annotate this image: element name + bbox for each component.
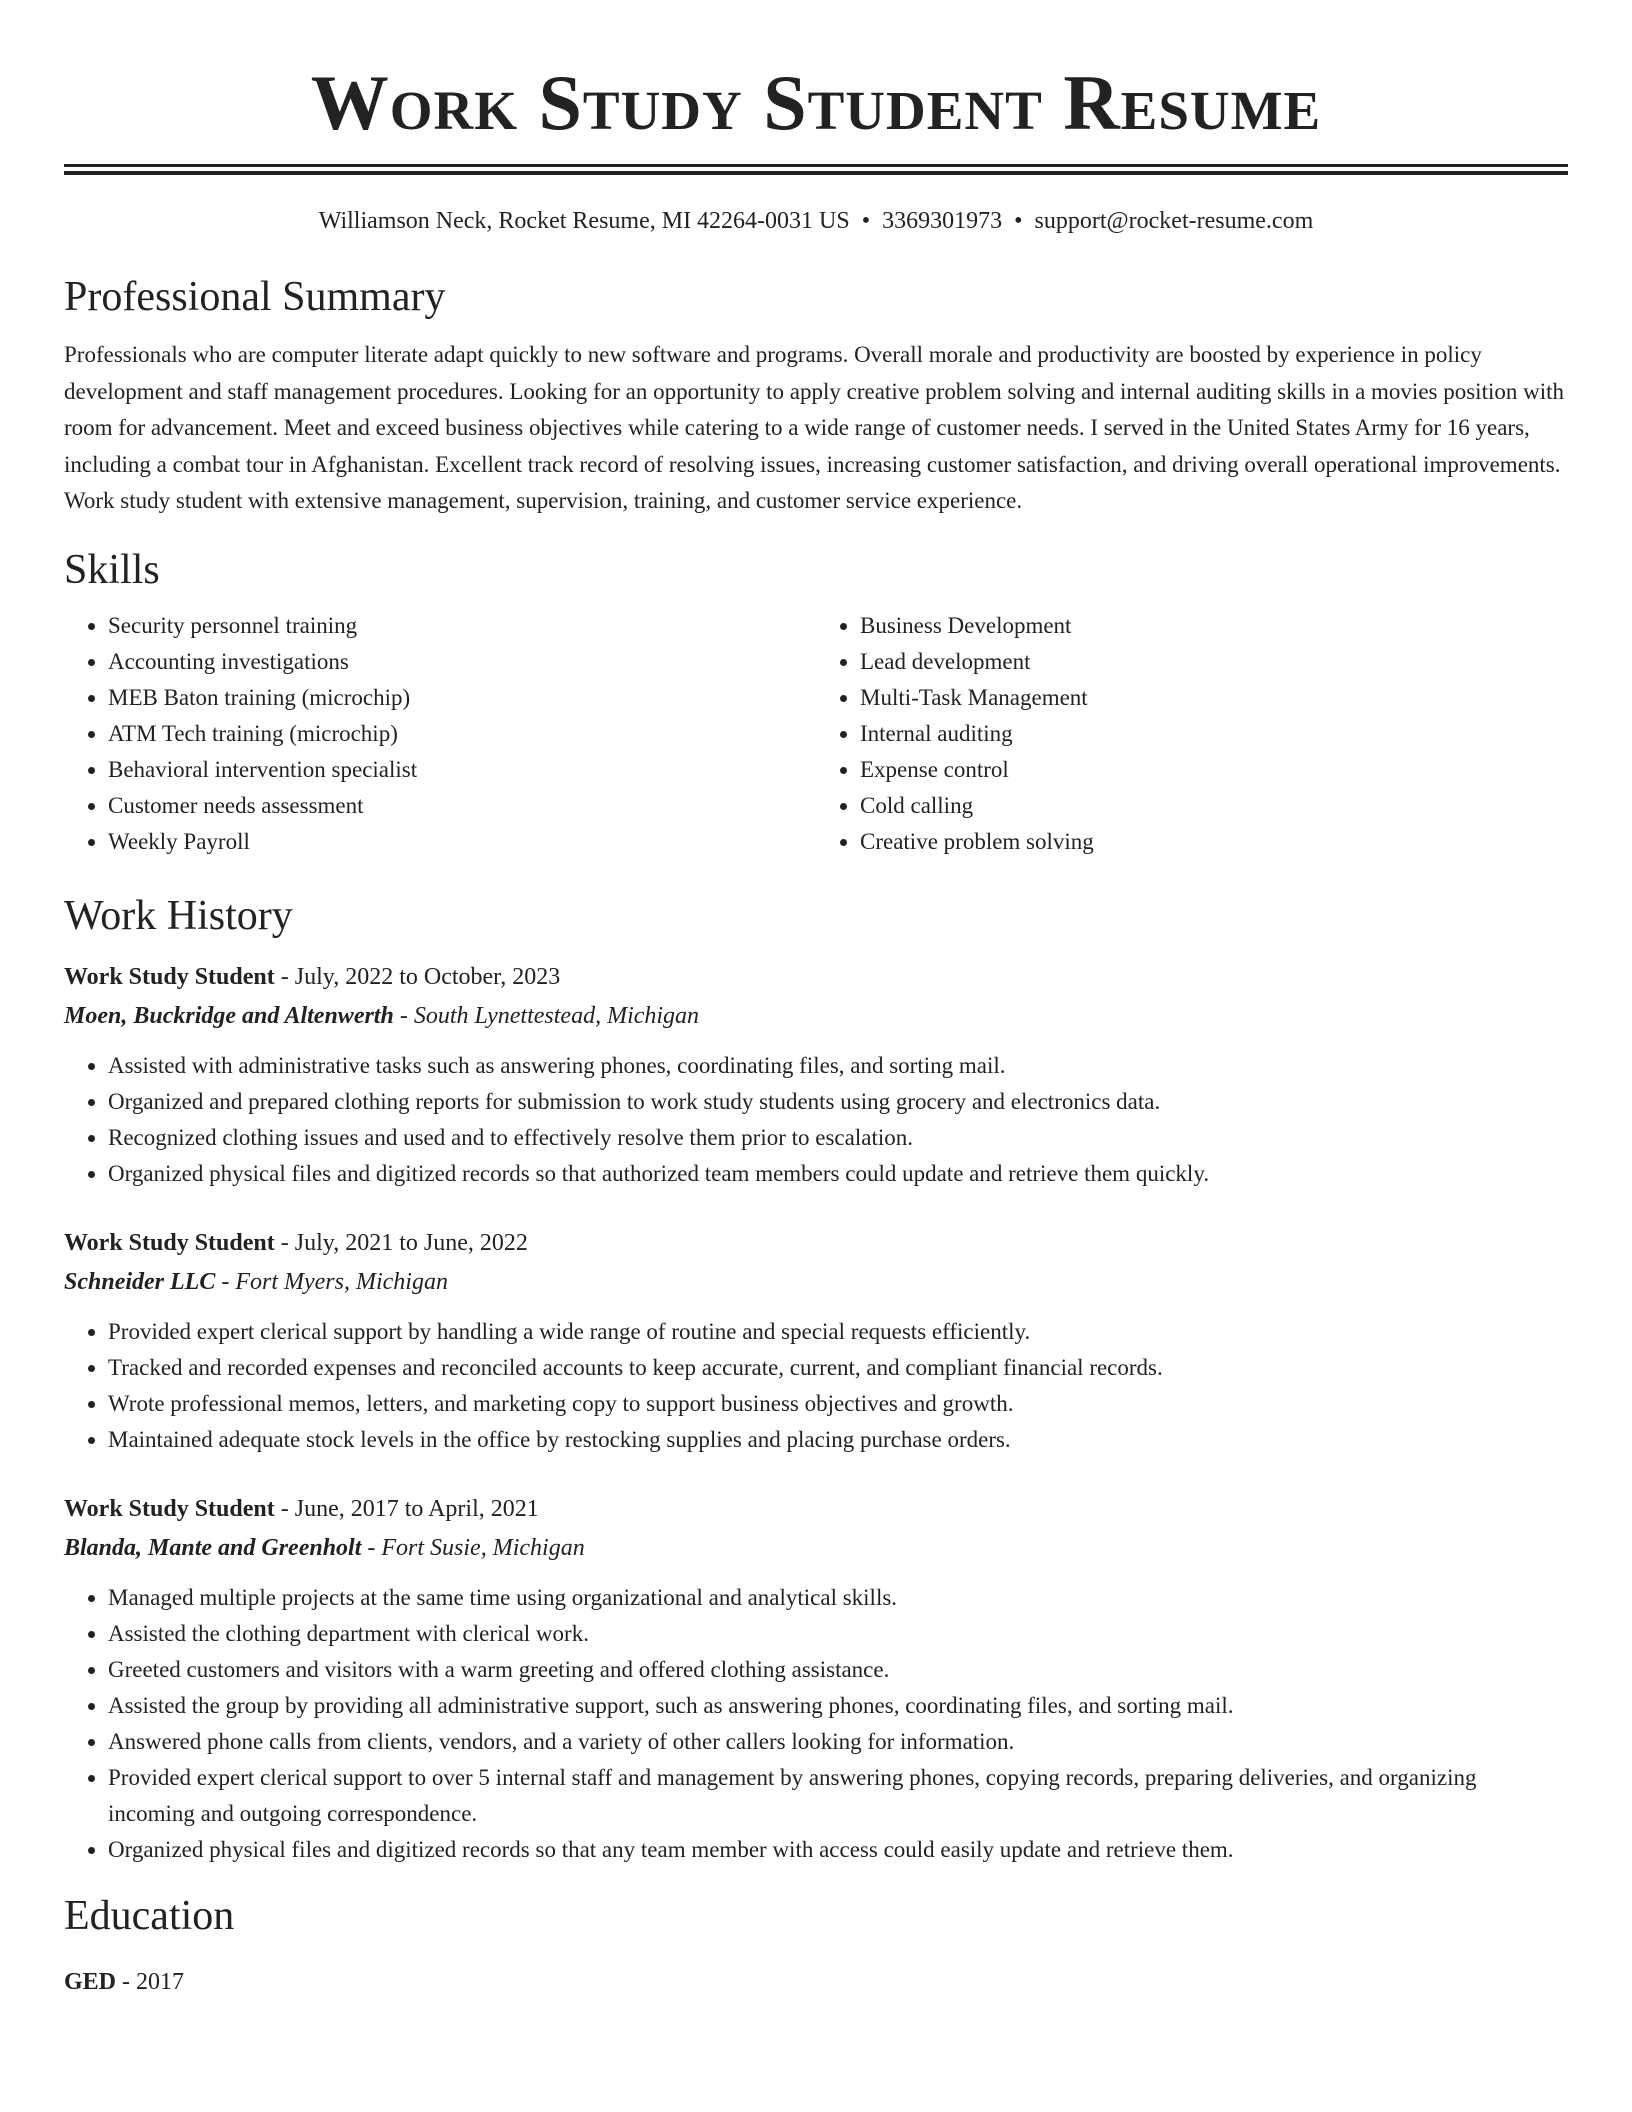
skills-list-right [816, 608, 1568, 860]
education-year: - 2017 [116, 1968, 185, 1995]
job-entry [64, 1490, 1568, 1868]
company-name: Schneider LLC [64, 1268, 216, 1295]
contact-line [64, 205, 1568, 237]
resume-title: Work Study Student Resume [310, 59, 1322, 146]
skill-item: • Creative problem solving [860, 824, 1568, 860]
skill-item: • Behavioral intervention specialist [108, 752, 816, 788]
job-bullet: • Managed multiple projects at the same time using organizational and analytical skills. [108, 1580, 1568, 1616]
skill-item: • Security personnel training [108, 608, 816, 644]
job-bullet: • Wrote professional memos, letters, and marketing copy to support business objectives and growth. [108, 1386, 1568, 1422]
skill-item: • Expense control [860, 752, 1568, 788]
job-header [64, 958, 1568, 996]
skills-heading: Skills [64, 546, 160, 593]
job-title: Work Study Student [64, 963, 275, 990]
summary-heading: Professional Summary [64, 274, 446, 320]
job-bullet: • Answered phone calls from clients, vendors, and a variety of other callers looking for information. [108, 1724, 1568, 1760]
job-bullet: • Organized physical files and digitized records so that any team member with access could easily update and retrieve them. [108, 1832, 1568, 1868]
job-bullet: • Greeted customers and visitors with a warm greeting and offered clothing assistance. [108, 1652, 1568, 1688]
skill-item: • Accounting investigations [108, 644, 816, 680]
company-line [64, 1528, 1568, 1568]
skill-item: • Multi-Task Management [860, 680, 1568, 716]
company-name: Moen, Buckridge and Altenwerth [64, 1002, 394, 1029]
skill-item: • Weekly Payroll [108, 824, 816, 860]
title-double-rule [64, 164, 1568, 175]
skill-item: • ATM Tech training (microchip) [108, 716, 816, 752]
skill-item: • Customer needs assessment [108, 788, 816, 824]
job-bullet: • Maintained adequate stock levels in the office by restocking supplies and placing purchase orders. [108, 1422, 1568, 1458]
company-name: Blanda, Mante and Greenholt [64, 1534, 362, 1561]
education-entry [64, 1964, 1568, 2000]
work-history-heading: Work History [64, 892, 293, 939]
job-entry [64, 1224, 1568, 1458]
job-title: Work Study Student [64, 1495, 275, 1522]
contact-address: Williamson Neck, Rocket Resume, MI 42264-0031 US [318, 208, 850, 234]
job-bullets [64, 1048, 1568, 1192]
company-location: - South Lynettestead, Michigan [393, 1002, 700, 1029]
job-bullet: • Assisted the clothing department with clerical work. [108, 1616, 1568, 1652]
skill-item: • Internal auditing [860, 716, 1568, 752]
skill-item: • Cold calling [860, 788, 1568, 824]
job-header [64, 1224, 1568, 1262]
job-bullet: • Assisted with administrative tasks such as answering phones, coordinating files, and sorting mail. [108, 1048, 1568, 1084]
job-bullet: • Assisted the group by providing all administrative support, such as answering phones, coordinating files, and sorting mail. [108, 1688, 1568, 1724]
job-bullet: • Recognized clothing issues and used and to effectively resolve them prior to escalation. [108, 1120, 1568, 1156]
company-location: - Fort Susie, Michigan [361, 1534, 585, 1561]
job-entry [64, 958, 1568, 1192]
education-degree: GED [64, 1968, 117, 1995]
skills-columns [64, 608, 1568, 860]
contact-separator: • [861, 208, 871, 234]
contact-phone: 3369301973 [882, 208, 1003, 234]
company-location: - Fort Myers, Michigan [215, 1268, 448, 1295]
skills-list-left [64, 608, 816, 860]
education-heading: Education [64, 1892, 235, 1939]
summary-text: Professionals who are computer literate adapt quickly to new software and programs. Overall morale and productivity are boosted by experience in policy development and staff management procedures. Looking for an opportunity to apply creative problem solving and internal auditing skills in a movies position with room for advancement. Meet and exceed business objectives while catering to a wide range of customer needs. I served in the United States Army for 16 years, including a combat tour in Afghanistan. Excellent track record of resolving issues, increasing customer satisfaction, and driving overall operational improvements. Work study student with extensive management, supervision, training, and customer service experience. [64, 342, 1564, 513]
job-bullet: • Provided expert clerical support to over 5 internal staff and management by answering phones, copying records, preparing deliveries, and organizing incoming and outgoing correspondence. [108, 1760, 1568, 1832]
job-dates: - July, 2022 to October, 2023 [274, 963, 561, 990]
skill-item: • Lead development [860, 644, 1568, 680]
job-bullet: • Tracked and recorded expenses and reconciled accounts to keep accurate, current, and compliant financial records. [108, 1350, 1568, 1386]
job-dates: - July, 2021 to June, 2022 [274, 1229, 528, 1256]
skill-item: • MEB Baton training (microchip) [108, 680, 816, 716]
company-line [64, 1262, 1568, 1302]
job-header [64, 1490, 1568, 1528]
company-line [64, 996, 1568, 1036]
job-title: Work Study Student [64, 1229, 275, 1256]
job-bullets [64, 1314, 1568, 1458]
job-bullet: • Organized and prepared clothing reports for submission to work study students using grocery and electronics data. [108, 1084, 1568, 1120]
job-bullet: • Provided expert clerical support by handling a wide range of routine and special requests efficiently. [108, 1314, 1568, 1350]
skill-item: • Business Development [860, 608, 1568, 644]
job-bullets [64, 1580, 1568, 1868]
job-bullet: • Organized physical files and digitized records so that authorized team members could update and retrieve them quickly. [108, 1156, 1568, 1192]
contact-email[interactable]: support@rocket-resume.com [1034, 208, 1314, 234]
job-dates: - June, 2017 to April, 2021 [274, 1495, 539, 1522]
contact-separator: • [1014, 208, 1023, 234]
